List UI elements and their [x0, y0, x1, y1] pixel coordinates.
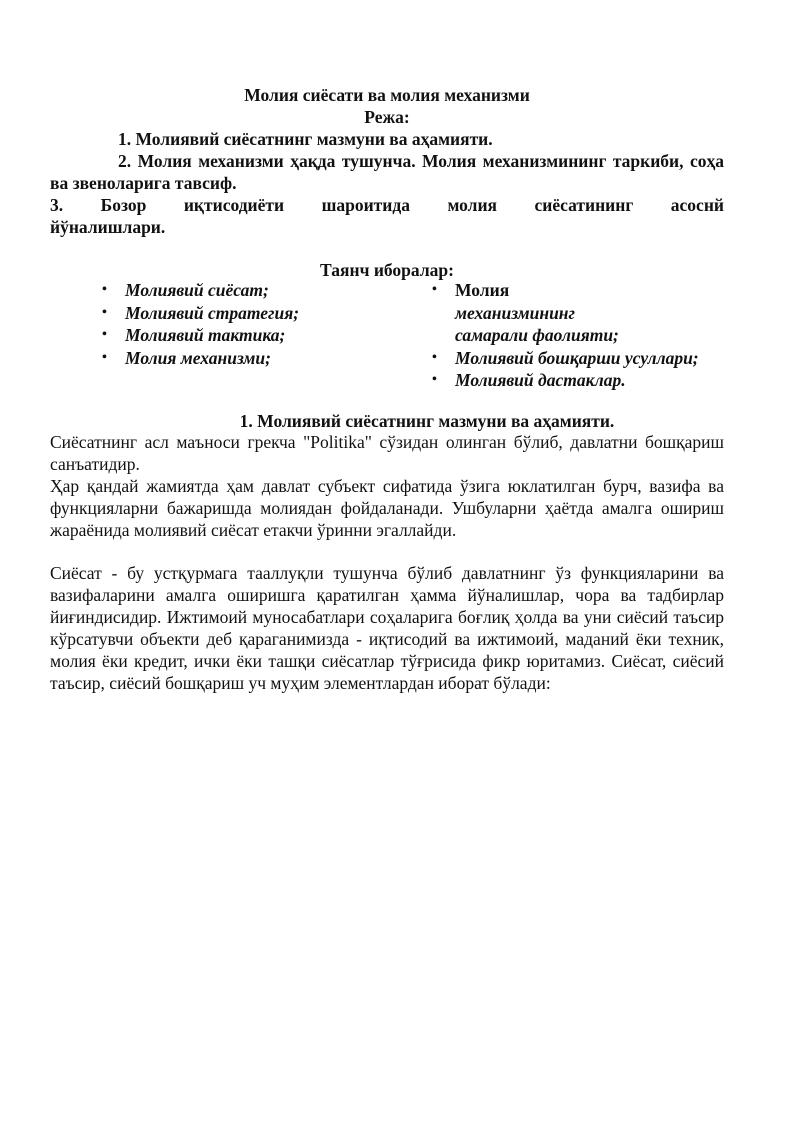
bullet-icon: • [102, 304, 107, 320]
paragraph-1: Сиёсатнинг асл маъноси грекча "Politika" сўзидан олинган бўлиб, давлатни бошқариш санъатидир. [50, 432, 724, 474]
bullet-icon: • [432, 349, 437, 365]
keyword-item: • Молия механизми; [102, 347, 271, 368]
paragraph-2: Ҳар қандай жамиятда ҳам давлат субъект сифатида ўзига юклатилган бурч, вазифа ва функцияларни бажаришда молиядан фойдаланади. Ушбуларни ҳаётда амалга ошириш жараёнида молиявий сиёсат етакчи ўринни эгаллайди. [50, 476, 724, 540]
bullet-icon: • [102, 327, 107, 342]
keywords-right-list [430, 279, 730, 392]
bullet-icon: • [102, 349, 107, 365]
bullet-icon: • [432, 282, 437, 297]
keyword-item: • Молиявий сиёсат; [102, 280, 269, 300]
plan-item-1: 1. Молиявий сиёсатнинг мазмуни ва аҳамияти. [118, 129, 493, 149]
document-title: Молия сиёсати ва молия механизми [244, 85, 530, 105]
section-title: 1. Молиявий сиёсатнинг мазмуни ва аҳамияти. [239, 411, 615, 431]
plan-item-2: 2. Молия механизми ҳақда тушунча. Молия механизмининг таркиби, соҳа ва звеноларига тавсиф. [50, 151, 724, 193]
keyword-item: • Молиявий тактика; [102, 325, 286, 345]
keyword-item: • Молиявий дастаклар. [432, 370, 626, 390]
bullet-icon: • [432, 372, 437, 387]
keywords-heading: Таянч иборалар: [320, 260, 454, 280]
paragraph-3: Сиёсат - бу устқурмага тааллуқли тушунча бўлиб давлатнинг ўз функцияларини ва вазифаларини амалга оширишга қаратилган ҳамма йўналишлар, чора ва тадбирлар йиғиндисидир. Ижтимоий муносабатлари соҳаларига боғлиқ ҳолда ва уни сиёсий таъсир кўрсатувчи объекти деб қараганимизда - иқтисодий ва ижтимоий, маданий ёки техник, молия ёки кредит, ички ёки ташқи сиёсатлар тўғрисида фикр юритамиз. Сиёсат, сиёсий таъсир, сиёсий бошқариш уч муҳим элементлардан иборат бўлади: [50, 563, 724, 693]
keyword-item: • Молиявий бошқарши усуллари; [432, 347, 699, 368]
plan-item-3-continuation: йўналишлари. [50, 217, 166, 237]
keyword-item: • Молия механизмининг самарали фаолияти; [432, 280, 619, 345]
keywords-left-list [100, 279, 420, 369]
plan-item-3: 3. Бозор иқтисодиёти шароитида молия сиёсатининг асоснй [50, 195, 724, 215]
bullet-icon: • [102, 282, 107, 297]
keyword-item: • Молиявий стратегия; [102, 302, 300, 323]
plan-heading: Режа: [364, 107, 410, 127]
